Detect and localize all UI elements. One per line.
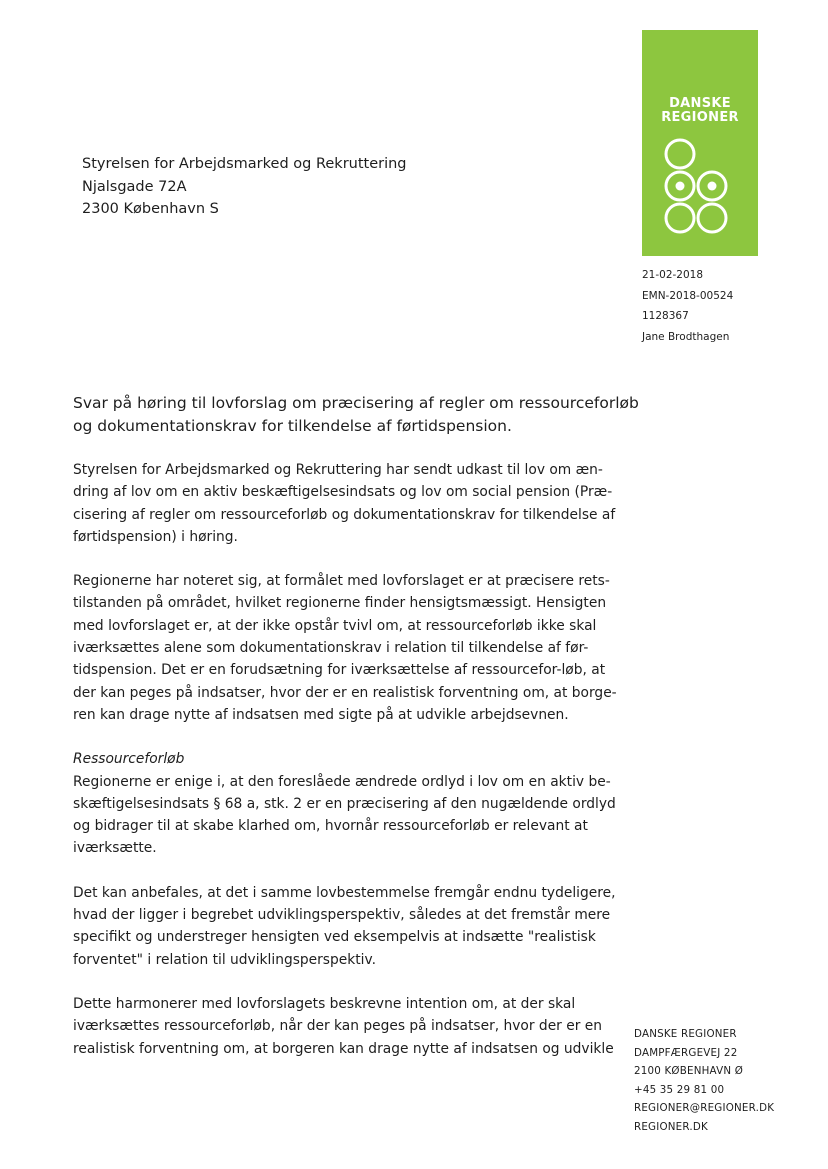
case-number: EMN-2018-00524 <box>642 289 734 302</box>
body-line: iværksætte. <box>73 840 157 857</box>
paragraph-recommendation <box>73 882 616 971</box>
body-line: Det kan anbefales, at det i samme lovbestemmelse fremgår endnu tydeligere, <box>73 884 616 901</box>
letter-subject <box>73 392 639 438</box>
letter-body <box>73 459 617 1060</box>
body-line: med lovforslaget er, at der ikke opstår tvivl om, at ressourceforløb ikke skal <box>73 617 597 634</box>
body-line: der kan peges på indsatser, hvor der er en realistisk forventning om, at borge- <box>73 684 617 701</box>
section-heading: Ressourceforløb <box>73 751 185 768</box>
footer-email: REGIONER@REGIONER.DK <box>634 1102 775 1115</box>
logo-line-1: DANSKE <box>669 96 731 111</box>
body-line: dring af lov om en aktiv beskæftigelsesindsats og lov om social pension (Præ- <box>73 484 613 501</box>
body-line: realistisk forventning om, at borgeren kan drage nytte af indsatsen og udvikle <box>73 1040 614 1057</box>
sender-footer <box>634 1025 774 1137</box>
danske-regioner-logo <box>642 30 758 256</box>
paragraph-harmony <box>73 993 613 1060</box>
document-date: 21-02-2018 <box>642 269 704 281</box>
recipient-name: Styrelsen for Arbejdsmarked og Rekruttering <box>82 156 407 172</box>
body-line: tilstanden på området, hvilket regionerne finder hensigtsmæssigt. Hensigten <box>73 595 607 612</box>
subject-line-1: Svar på høring til lovforslag om præcisering af regler om ressourceforløb <box>73 394 639 412</box>
body-line: førtidspension) i høring. <box>73 528 238 545</box>
body-line: specifikt og understreger hensigten ved eksempelvis at indsætte "realistisk <box>73 929 596 946</box>
body-line: Regionerne har noteret sig, at formålet med lovforslaget er at præcisere rets- <box>73 573 610 590</box>
paragraph-purpose <box>73 570 617 726</box>
body-line: iværksættes ressourceforløb, når der kan peges på indsatser, hvor der er en <box>73 1018 603 1035</box>
footer-phone: +45 35 29 81 00 <box>634 1083 725 1096</box>
body-line: skæftigelsesindsats § 68 a, stk. 2 er en præcisering af den nugældende ordlyd <box>73 795 616 812</box>
footer-street: DAMPFÆRGEVEJ 22 <box>634 1046 738 1059</box>
body-line: og bidrager til at skabe klarhed om, hvornår ressourceforløb er relevant at <box>73 818 588 835</box>
body-line: ren kan drage nytte af indsatsen med sigte på at udvikle arbejdsevnen. <box>73 706 569 723</box>
recipient-address <box>82 153 407 221</box>
body-line: Regionerne er enige i, at den foreslåede ændrede ordlyd i lov om en aktiv be- <box>73 773 611 790</box>
recipient-city: 2300 København S <box>82 201 219 217</box>
subject-line-2: og dokumentationskrav for tilkendelse af førtidspension. <box>73 417 512 435</box>
body-line: forventet" i relation til udviklingsperspektiv. <box>73 951 376 968</box>
body-line: Dette harmonerer med lovforslagets beskrevne intention om, at der skal <box>73 995 576 1012</box>
recipient-street: Njalsgade 72A <box>82 178 187 195</box>
body-line: cisering af regler om ressourceforløb og dokumentationskrav for tilkendelse af <box>73 506 616 523</box>
logo-line-2: REGIONER <box>661 110 739 125</box>
footer-web: REGIONER.DK <box>634 1120 708 1133</box>
footer-org: DANSKE REGIONER <box>634 1028 737 1040</box>
body-line: iværksættes alene som dokumentationskrav i relation til tilkendelse af før- <box>73 640 589 657</box>
paragraph-intro <box>73 459 616 548</box>
document-meta <box>642 265 733 347</box>
body-line: hvad der ligger i begrebet udviklingsperspektiv, således at det fremstår mere <box>73 907 611 924</box>
logo-circles-icon <box>642 30 758 256</box>
body-line: Styrelsen for Arbejdsmarked og Rekruttering har sendt udkast til lov om æn- <box>73 462 603 478</box>
paragraph-ressourceforloeb <box>73 748 616 859</box>
document-number: 1128367 <box>642 310 689 322</box>
body-line: tidspension. Det er en forudsætning for iværksættelse af ressourcefor-løb, at <box>73 662 606 679</box>
footer-city: 2100 KØBENHAVN Ø <box>634 1065 744 1078</box>
author-name: Jane Brodthagen <box>642 330 730 343</box>
